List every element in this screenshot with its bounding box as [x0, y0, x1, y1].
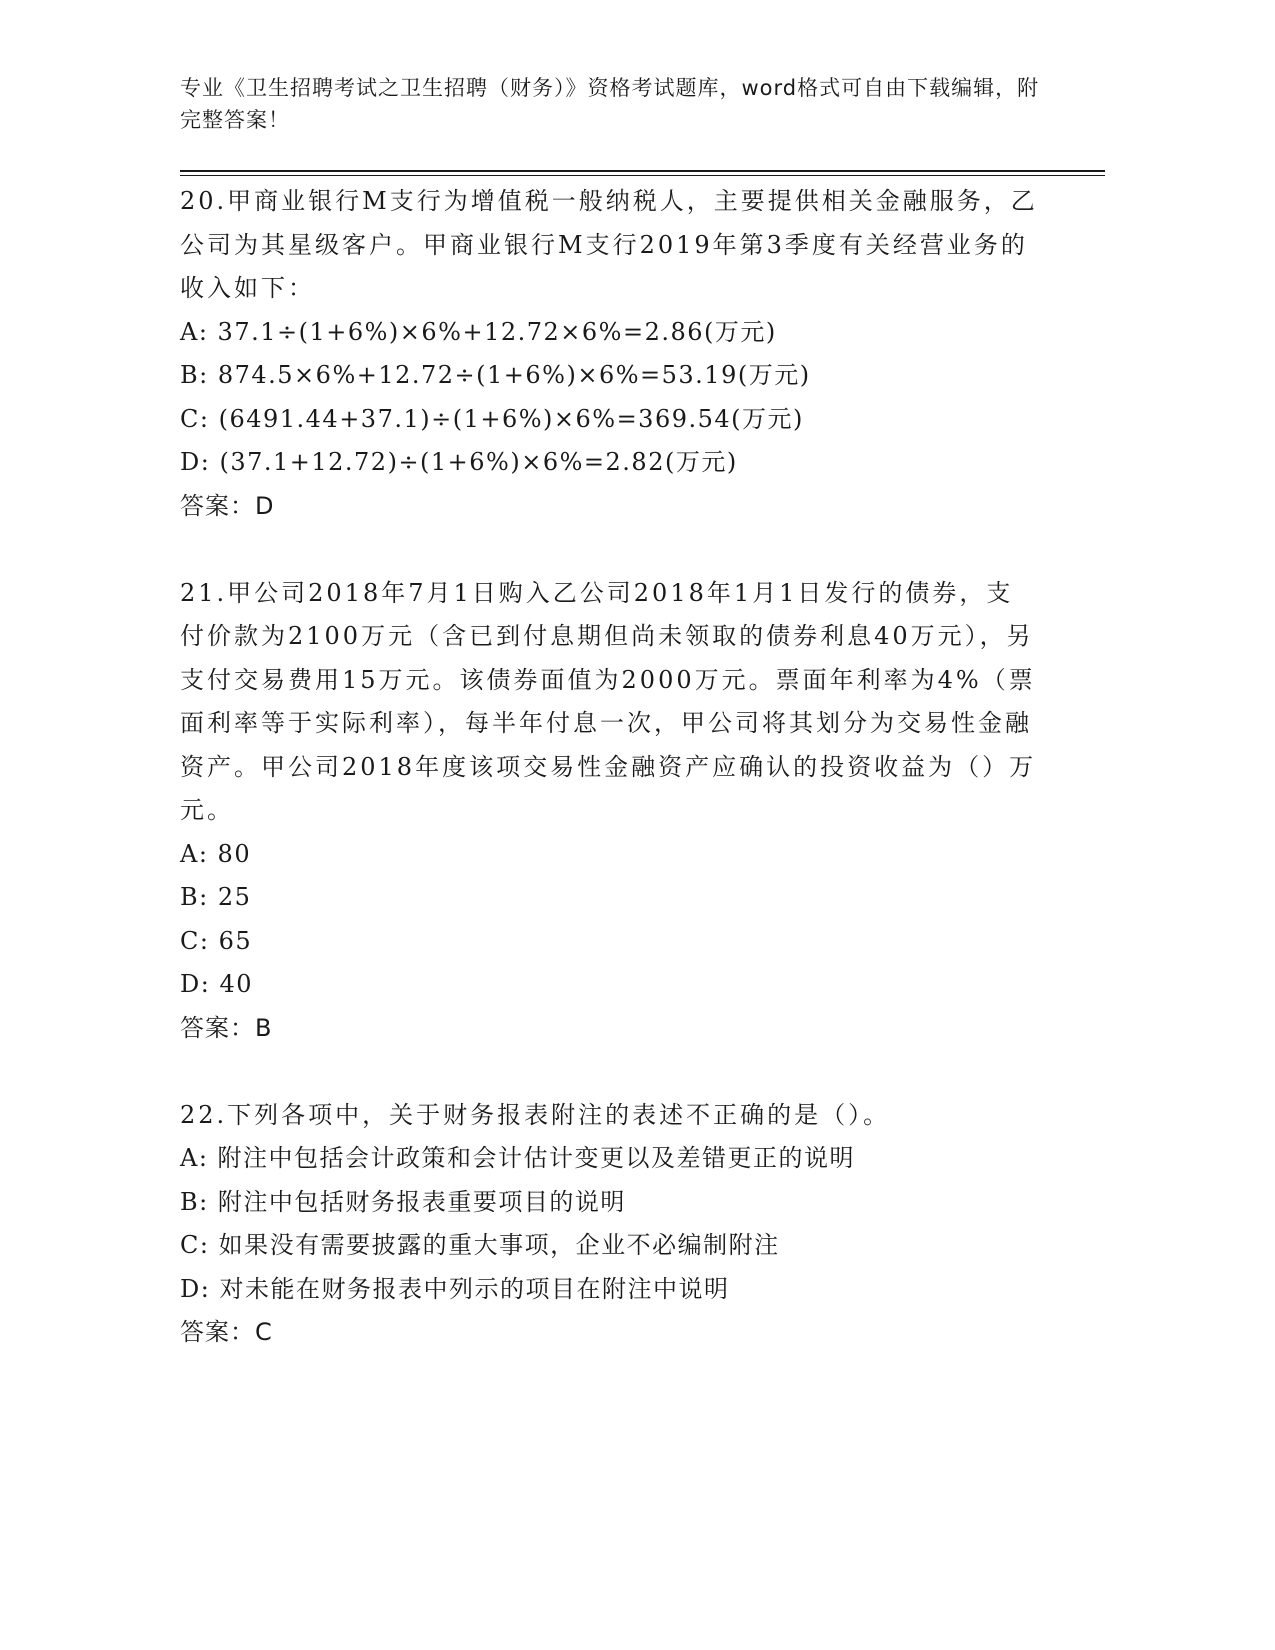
option-d: D: 对未能在财务报表中列示的项目在附注中说明: [180, 1274, 730, 1303]
spacer: [180, 528, 1040, 572]
header-divider-thick: [180, 170, 1105, 172]
option-d: D: (37.1+12.72)÷(1+6%)×6%=2.82(万元): [180, 448, 738, 476]
option-a: A: 37.1÷(1+6%)×6%+12.72×6%=2.86(万元): [180, 317, 777, 346]
option-b: B: 874.5×6%+12.72÷(1+6%)×6%=53.19(万元): [180, 361, 811, 389]
header-divider-thin: [180, 175, 1105, 176]
option-c: C: 如果没有需要披露的重大事项，企业不必编制附注: [180, 1231, 780, 1259]
question-stem: 20.甲商业银行M支行为增值税一般纳税人，主要提供相关金融服务，乙公司为其星级客户。甲商业银行M支行2019年第3季度有关经营业务的收入如下：: [180, 187, 1038, 302]
question-stem: 22.下列各项中，关于财务报表附注的表述不正确的是（）。: [180, 1100, 891, 1129]
option-c: C: (6491.44+37.1)÷(1+6%)×6%=369.54(万元): [180, 404, 804, 433]
answer-label: 答案：D: [180, 491, 275, 520]
question-22: [180, 1094, 1040, 1355]
option-b: B: 附注中包括财务报表重要项目的说明: [180, 1187, 626, 1216]
answer-label: 答案：C: [180, 1318, 273, 1346]
question-stem: 21.甲公司2018年7月1日购入乙公司2018年1月1日发行的债券，支付价款为2100万元（含已到付息期但尚未领取的债券利息40万元），另支付交易费用15万元。该债券面值为2000万元。票面年利率为4%（票面利率等于实际利率），每半年付息一次，甲公司将其划分为交易性金融资产。甲公司2018年度该项交易性金融资产应确认的投资收益为（）万元。: [180, 578, 1037, 824]
question-20: [180, 180, 1040, 528]
option-a: A: 附注中包括会计政策和会计估计变更以及差错更正的说明: [180, 1144, 856, 1172]
option-d: D: 40: [180, 970, 253, 998]
option-b: B: 25: [180, 883, 252, 911]
question-21: [180, 572, 1040, 1051]
spacer: [180, 1050, 1040, 1094]
question-list: [180, 180, 1040, 1355]
option-a: A: 80: [180, 839, 252, 868]
document-header: 专业《卫生招聘考试之卫生招聘（财务）》资格考试题库，word格式可自由下载编辑，附完整答案！: [180, 76, 1040, 132]
option-c: C: 65: [180, 926, 253, 955]
answer-label: 答案：B: [180, 1013, 273, 1042]
